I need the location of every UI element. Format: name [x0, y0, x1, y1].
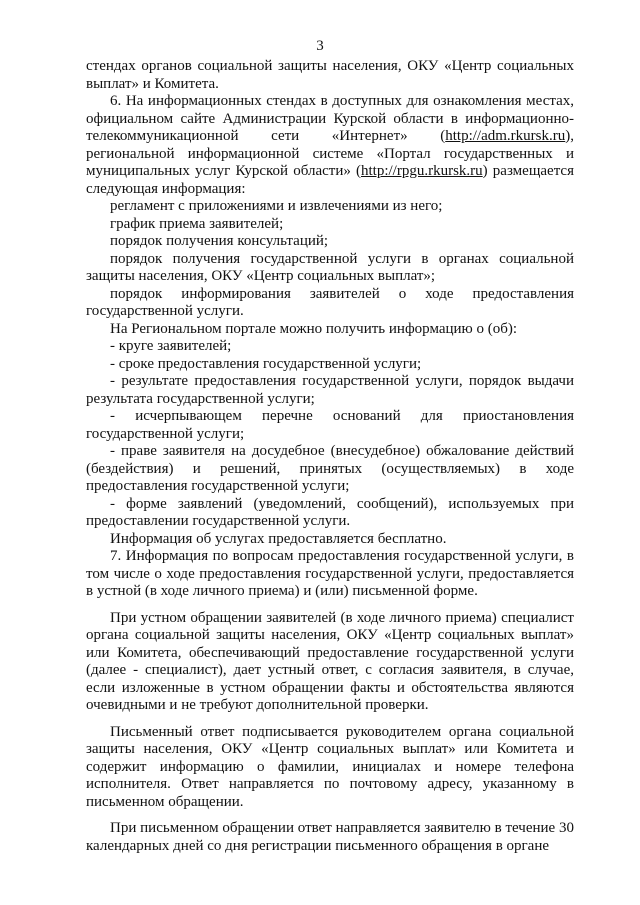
- paragraph: При устном обращении заявителей (в ходе личного приема) специалист органа социальной защиты населения, ОКУ «Центр социальных выплат» или Комитета, обеспечивающий предоставление государственной услуги (далее - специалист), дает устный ответ, с согласия заявителя, в случае, если изложенные в устном обращении факты и обстоятельства являются очевидными и не требуют дополнительной проверки.: [86, 609, 574, 713]
- paragraph: - результате предоставления государственной услуги, порядок выдачи результата государственной услуги;: [86, 373, 574, 407]
- paragraph: Письменный ответ подписывается руководителем органа социальной защиты населения, ОКУ «Центр социальных выплат» или Комитета и содержит информацию о фамилии, инициалах и номере телефона исполнителя. Ответ направляется по почтовому адресу, указанному в письменном обращении.: [86, 723, 574, 810]
- paragraph: - праве заявителя на досудебное (внесудебное) обжалование действий (бездействия) и решений, принятых (осуществляемых) в ходе предоставления государственной услуги;: [86, 443, 574, 494]
- paragraph: - форме заявлений (уведомлений, сообщений), используемых при предоставлении государственной услуги.: [86, 495, 574, 529]
- paragraph: стендах органов социальной защиты населения, ОКУ «Центр социальных выплат» и Комитета.: [86, 58, 574, 92]
- paragraph-text: 6. На информационных стендах в доступных для ознакомления местах, официальном сайте Администрации Курской области в информационно-телекоммуникационной сети «Интернет» (: [86, 93, 574, 144]
- document-body: [86, 58, 574, 855]
- paragraph: график приема заявителей;: [110, 215, 284, 232]
- paragraph: - круге заявителей;: [110, 338, 232, 354]
- paragraph: порядок информирования заявителей о ходе предоставления государственной услуги.: [86, 285, 574, 319]
- paragraph: порядок получения государственной услуги в органах социальной защиты населения, ОКУ «Центр социальных выплат»;: [86, 250, 574, 284]
- paragraph: порядок получения консультаций;: [110, 233, 329, 249]
- paragraph-text: ), региональной информационной системе «Портал государственных и муниципальных услуг Курской области» (: [86, 128, 574, 179]
- url-link[interactable]: http://adm.rkursk.ru: [445, 128, 566, 144]
- paragraph: [86, 93, 574, 198]
- paragraph: - исчерпывающем перечне оснований для приостановления государственной услуги;: [86, 408, 574, 442]
- paragraph: При письменном обращении ответ направляется заявителю в течение 30 календарных дней со дня регистрации письменного обращения в органе: [86, 820, 574, 854]
- paragraph: 7. Информация по вопросам предоставления государственной услуги, в том числе о ходе предоставления государственной услуги, предоставляется в устной (в ходе личного приема) и (или) письменной форме.: [86, 548, 574, 599]
- paragraph: - сроке предоставления государственной услуги;: [110, 355, 422, 372]
- paragraph: На Региональном портале можно получить информацию о (об):: [110, 320, 518, 337]
- paragraph: Информация об услугах предоставляется бесплатно.: [110, 530, 447, 547]
- paragraph: регламент с приложениями и извлечениями из него;: [110, 198, 443, 214]
- url-link[interactable]: http://rpgu.rkursk.ru: [361, 163, 483, 179]
- paragraph-text: ) размещается следующая информация:: [86, 163, 574, 197]
- page-number: 3: [316, 38, 324, 54]
